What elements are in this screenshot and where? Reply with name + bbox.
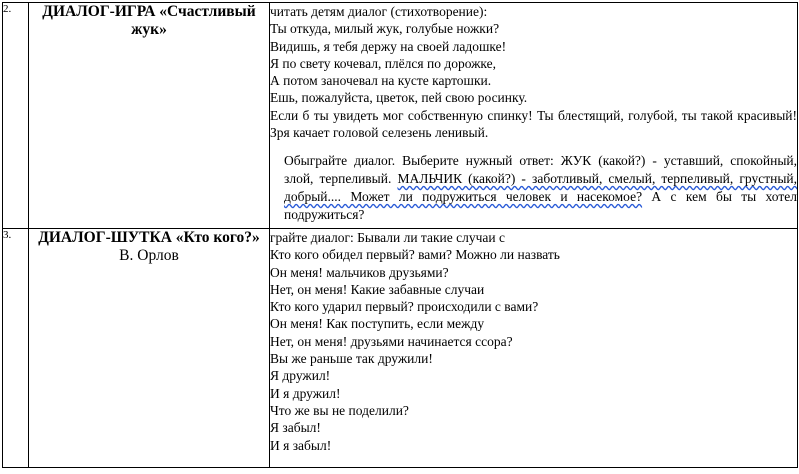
activity-content — [270, 229, 798, 468]
dialog-line: Кто кого обидел первый? вами? Можно ли назвать — [270, 247, 560, 263]
dialog-line: грайте диалог: Бывали ли такие случаи с — [270, 230, 505, 245]
activity-title-line: ДИАЛОГ-ИГРА «Счастливый — [42, 3, 256, 20]
dialog-line: И я дружил! — [270, 385, 341, 401]
activity-author: В. Орлов — [119, 247, 179, 264]
activity-title — [29, 3, 270, 229]
dialog-line: Я дружил! — [270, 368, 331, 384]
dialog-line: Нет, он меня! Какие забавные случаи — [270, 281, 485, 297]
poem-line: Ты откуда, милый жук, голубые ножки? — [270, 21, 500, 37]
task-text-underlined: МАЛЬЧИК (какой?) - заботливый, смелый, терпеливый, грустный, добрый.... Может ли подружиться человек и насекомое? — [284, 171, 797, 205]
row-number: 2. — [3, 3, 29, 229]
row-number: 3. — [3, 229, 29, 468]
poem-line: Ешь, пожалуйста, цветок, пей свою росинку. — [270, 90, 528, 106]
dialog-line: Он меня! Как поступить, если между — [270, 316, 485, 332]
dialog-line: Нет, он меня! друзьями начинается ссора? — [270, 333, 513, 349]
dialog-line: Кто кого ударил первый? происходили с вами? — [270, 299, 539, 315]
task-text-part: Обыграйте диалог. Выберите нужный ответ: ЖУК (какой?) - уставший, спокойный, злой, терпеливый. — [284, 153, 797, 187]
dialog-line: Я забыл! — [270, 420, 321, 436]
dialog-line: Что же вы не поделили? — [270, 402, 409, 418]
activity-title — [29, 229, 270, 468]
poem-line: Если б ты увидеть мог собственную спинку! Ты блестящий, голубой, ты такой красивый! Зря качает головой селезень ленивый. — [270, 107, 797, 141]
poem-line: Я по свету кочевал, плёлся по дорожке, — [270, 55, 497, 71]
task-text-part: А с кем бы ты хотел подружиться? — [284, 189, 797, 223]
dialog-line: Вы же раньше так дружили! — [270, 351, 433, 367]
dialog-line: И я забыл! — [270, 437, 332, 453]
poem-line: Видишь, я тебя держу на своей ладошке! — [270, 38, 507, 54]
table-row — [3, 229, 798, 468]
activity-title-line: ДИАЛОГ-ШУТКА «Кто кого?» — [38, 229, 260, 246]
dialog-line: Он меня! мальчиков друзьями? — [270, 264, 449, 280]
lesson-table — [2, 2, 798, 468]
table-row — [3, 3, 798, 229]
activity-content — [270, 3, 798, 229]
intro-text: читать детям диалог (стихотворение): — [270, 4, 488, 19]
activity-title-line: жук» — [131, 21, 167, 38]
poem-line: А потом заночевал на кусте картошки. — [270, 73, 492, 89]
task-text — [284, 152, 797, 224]
